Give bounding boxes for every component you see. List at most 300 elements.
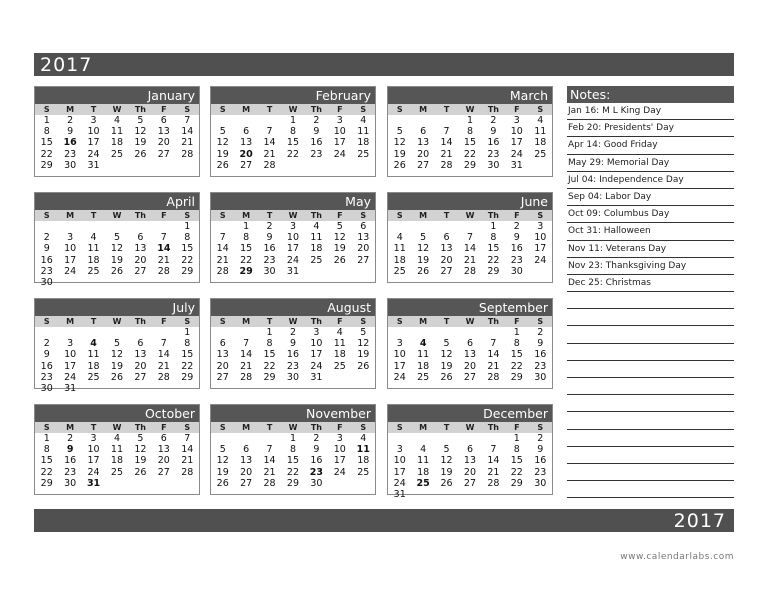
month-name: January	[35, 87, 199, 104]
day-cell: 9	[513, 232, 520, 244]
day-cell: 9	[537, 338, 544, 350]
weekday-label: F	[337, 423, 343, 432]
weekday-label: S	[396, 211, 403, 220]
day-cell: 20	[134, 254, 147, 266]
weekday-label: W	[112, 105, 122, 114]
week-row	[211, 115, 375, 126]
day-cell: 17	[333, 137, 346, 149]
day-cell: 28	[157, 265, 170, 277]
note-blank-line	[567, 309, 734, 326]
weekday-header	[211, 422, 375, 433]
day-cell: 31	[64, 382, 77, 394]
day-cell: 27	[134, 265, 147, 277]
day-cell: 2	[313, 433, 320, 444]
note-blank-line	[567, 344, 734, 361]
day-cell: 21	[157, 254, 170, 266]
day-cell: 14	[263, 137, 276, 149]
day-cell: 13	[240, 455, 253, 467]
month-name: February	[211, 87, 375, 104]
day-cell: 18	[417, 466, 430, 478]
day-cell: 26	[440, 477, 453, 489]
day-cell: 12	[333, 232, 346, 244]
weekday-label: F	[337, 211, 343, 220]
day-cell: 30	[534, 477, 547, 489]
weekday-label: T	[443, 317, 450, 326]
day-cell	[435, 221, 458, 232]
day-cell: 24	[87, 148, 100, 160]
note-blank-line	[567, 464, 734, 481]
day-cell	[152, 327, 175, 338]
day-cell: 7	[184, 115, 191, 126]
weekday-label: W	[288, 317, 298, 326]
day-cell: 1	[43, 115, 50, 126]
day-cell: 6	[160, 115, 167, 126]
day-cell	[458, 221, 481, 232]
day-cell: 11	[417, 455, 430, 467]
day-cell: 4	[396, 232, 403, 244]
weekday-label: Th	[487, 423, 499, 432]
day-cell	[129, 277, 152, 288]
day-cell: 11	[87, 243, 100, 255]
day-cell: 5	[360, 327, 367, 338]
day-cell: 16	[487, 137, 500, 149]
day-cell: 7	[160, 232, 167, 244]
day-cell: 6	[466, 444, 473, 456]
month-name: November	[211, 405, 375, 422]
day-cell: 6	[466, 338, 473, 350]
day-cell	[482, 327, 505, 338]
weekday-label: S	[219, 105, 226, 114]
day-cell: 4	[90, 232, 97, 244]
month-name: May	[211, 193, 375, 210]
weekday-label: T	[90, 105, 97, 114]
day-cell: 26	[417, 265, 430, 277]
month-october	[34, 404, 200, 495]
day-cell	[234, 433, 257, 444]
day-cell: 2	[289, 327, 296, 338]
day-cell: 14	[157, 243, 171, 255]
day-cell: 1	[513, 433, 520, 444]
day-cell: 10	[393, 349, 406, 361]
weekday-label: S	[184, 211, 191, 220]
day-cell: 9	[313, 444, 320, 456]
day-cell: 29	[263, 371, 276, 383]
day-cell: 27	[216, 371, 229, 383]
day-cell: 3	[396, 444, 403, 456]
day-cell: 6	[243, 126, 250, 138]
weekday-label: Th	[310, 105, 322, 114]
day-cell	[328, 266, 351, 277]
week-row	[211, 338, 375, 349]
notes-title: Notes:	[567, 86, 734, 103]
day-cell: 14	[487, 455, 500, 467]
week-row	[388, 361, 552, 372]
day-cell: 24	[534, 254, 547, 266]
week-row	[35, 327, 199, 338]
day-cell: 25	[87, 371, 100, 383]
day-cell: 28	[181, 148, 194, 160]
day-cell: 15	[240, 243, 253, 255]
day-cell: 7	[466, 232, 473, 244]
month-september	[387, 298, 553, 389]
day-cell: 10	[87, 444, 100, 456]
day-cell	[435, 115, 458, 126]
weekday-label: M	[242, 317, 251, 326]
week-row	[35, 338, 199, 349]
day-cell: 11	[333, 338, 346, 350]
day-cell: 24	[87, 466, 100, 478]
day-cell: 30	[286, 371, 300, 383]
day-cell: 14	[240, 349, 253, 361]
weekday-header	[35, 316, 199, 327]
day-cell: 25	[87, 265, 100, 277]
day-cell: 5	[396, 126, 403, 138]
day-cell	[388, 327, 411, 338]
day-cell: 29	[463, 159, 477, 171]
day-cell	[411, 433, 434, 444]
weekday-label: F	[514, 423, 520, 432]
day-cell: 15	[510, 349, 523, 361]
note-item: Jan 16: M L King Day	[567, 103, 734, 120]
weekday-header	[388, 316, 552, 327]
day-cell: 20	[216, 360, 229, 372]
day-cell	[176, 383, 199, 394]
week-row	[35, 478, 199, 489]
day-cell: 12	[110, 243, 124, 255]
week-row	[388, 243, 552, 254]
day-cell: 19	[357, 349, 370, 361]
day-cell: 30	[310, 477, 323, 489]
week-row	[211, 444, 375, 455]
week-row	[388, 149, 552, 160]
weekday-label: T	[443, 423, 450, 432]
week-row	[388, 444, 552, 455]
day-cell: 3	[90, 433, 97, 444]
day-cell: 15	[40, 137, 53, 149]
day-cell: 26	[333, 254, 346, 266]
week-row	[388, 126, 552, 137]
day-cell	[328, 478, 351, 489]
day-cell: 24	[64, 371, 77, 383]
weekday-label: S	[43, 211, 50, 220]
day-cell: 18	[110, 137, 124, 149]
day-cell: 28	[240, 371, 253, 383]
day-cell: 12	[134, 126, 147, 138]
day-cell: 17	[87, 455, 100, 467]
day-cell: 17	[393, 360, 406, 372]
day-cell: 28	[440, 159, 453, 171]
day-cell: 29	[510, 477, 523, 489]
week-row	[211, 433, 375, 444]
day-cell: 19	[134, 137, 147, 149]
day-cell: 20	[463, 466, 477, 478]
weekday-header	[388, 104, 552, 115]
day-cell	[435, 489, 458, 500]
day-cell	[281, 160, 304, 171]
day-cell: 3	[90, 115, 97, 126]
day-cell: 22	[40, 148, 53, 160]
weekday-label: W	[465, 211, 475, 220]
day-cell: 7	[160, 338, 167, 350]
day-cell: 2	[490, 115, 497, 126]
day-cell: 15	[286, 455, 300, 467]
day-cell: 12	[417, 243, 430, 255]
month-february	[210, 86, 376, 177]
day-cell: 11	[417, 349, 430, 361]
day-cell: 18	[534, 137, 547, 149]
day-cell	[388, 221, 411, 232]
weekday-label: Th	[134, 423, 146, 432]
note-blank-line	[567, 361, 734, 378]
day-cell	[352, 372, 375, 383]
day-cell: 21	[181, 455, 194, 467]
weekday-label: M	[66, 423, 75, 432]
weekday-label: F	[337, 105, 343, 114]
day-cell: 10	[87, 126, 100, 138]
day-cell: 8	[184, 232, 191, 244]
weekday-label: W	[465, 105, 475, 114]
day-cell: 18	[110, 455, 124, 467]
day-cell: 13	[357, 232, 370, 244]
day-cell: 23	[64, 466, 77, 478]
day-cell	[529, 266, 552, 277]
day-cell: 11	[393, 243, 406, 255]
day-cell: 1	[289, 433, 296, 444]
week-row	[211, 372, 375, 383]
day-cell: 19	[110, 254, 124, 266]
weekday-header	[35, 422, 199, 433]
day-cell: 10	[310, 338, 323, 350]
month-november	[210, 404, 376, 495]
day-cell: 14	[181, 126, 194, 138]
month-may	[210, 192, 376, 283]
day-cell: 15	[510, 455, 523, 467]
day-cell: 13	[157, 444, 170, 456]
day-cell: 15	[40, 455, 53, 467]
day-cell: 4	[537, 115, 544, 126]
day-cell: 25	[110, 148, 124, 160]
month-name: October	[35, 405, 199, 422]
weekday-label: S	[396, 423, 403, 432]
day-cell: 17	[64, 360, 77, 372]
day-cell: 28	[487, 371, 500, 383]
day-cell: 27	[240, 159, 253, 171]
day-cell: 13	[463, 455, 477, 467]
notes-list	[567, 103, 734, 498]
day-cell: 27	[440, 265, 453, 277]
day-cell: 12	[216, 137, 229, 149]
day-cell: 1	[490, 221, 497, 232]
week-row	[211, 266, 375, 277]
day-cell: 31	[510, 159, 523, 171]
day-cell: 3	[313, 327, 320, 338]
day-cell: 28	[263, 159, 276, 171]
week-row	[211, 255, 375, 266]
month-name: August	[211, 299, 375, 316]
day-cell: 4	[113, 115, 120, 126]
weekday-label: Th	[487, 105, 499, 114]
day-cell: 16	[63, 137, 77, 149]
day-cell	[105, 383, 128, 394]
day-cell: 16	[510, 243, 523, 255]
day-cell: 7	[184, 433, 191, 444]
day-cell	[58, 221, 81, 232]
day-cell: 28	[216, 265, 229, 277]
month-name: December	[388, 405, 552, 422]
weekday-label: Th	[310, 317, 322, 326]
day-cell: 13	[134, 243, 147, 255]
day-cell: 13	[240, 137, 253, 149]
day-cell: 13	[440, 243, 453, 255]
day-cell: 4	[420, 444, 427, 456]
day-cell: 22	[463, 148, 477, 160]
day-cell: 5	[219, 126, 226, 138]
week-row	[35, 221, 199, 232]
day-cell	[105, 277, 128, 288]
day-cell	[176, 160, 199, 171]
weekday-label: W	[465, 423, 475, 432]
day-cell: 29	[510, 371, 523, 383]
day-cell: 10	[64, 243, 77, 255]
day-cell: 21	[487, 360, 500, 372]
day-cell: 11	[87, 349, 100, 361]
day-cell: 12	[216, 455, 229, 467]
day-cell	[211, 221, 234, 232]
day-cell	[234, 115, 257, 126]
weekday-label: T	[266, 211, 273, 220]
day-cell: 26	[110, 371, 124, 383]
day-cell	[411, 115, 434, 126]
day-cell: 16	[534, 455, 547, 467]
day-cell: 23	[510, 254, 523, 266]
day-cell	[211, 433, 234, 444]
week-row	[388, 137, 552, 148]
day-cell	[211, 115, 234, 126]
week-row	[388, 478, 552, 489]
day-cell	[352, 160, 375, 171]
weekday-label: M	[242, 211, 251, 220]
week-row	[388, 433, 552, 444]
day-cell: 2	[43, 338, 50, 350]
week-row	[35, 149, 199, 160]
day-cell: 9	[43, 243, 50, 255]
day-cell	[129, 160, 152, 171]
day-cell: 14	[440, 137, 453, 149]
day-cell: 26	[110, 265, 124, 277]
day-cell: 18	[357, 455, 370, 467]
note-blank-line	[567, 481, 734, 498]
day-cell: 25	[534, 148, 547, 160]
week-row	[35, 232, 199, 243]
day-cell	[176, 277, 199, 288]
day-cell: 7	[219, 232, 226, 244]
day-cell	[211, 327, 234, 338]
day-cell: 26	[357, 360, 370, 372]
weekday-label: S	[537, 317, 544, 326]
month-april	[34, 192, 200, 288]
day-cell: 5	[137, 115, 144, 126]
day-cell	[152, 277, 175, 288]
week-row	[35, 243, 199, 254]
day-cell	[352, 478, 375, 489]
day-cell	[482, 433, 505, 444]
day-cell	[35, 327, 58, 338]
day-cell: 24	[510, 148, 523, 160]
day-cell: 24	[333, 466, 346, 478]
day-cell: 27	[157, 466, 170, 478]
day-cell	[58, 327, 81, 338]
weekday-label: F	[161, 105, 167, 114]
day-cell: 5	[443, 444, 450, 456]
week-row	[211, 149, 375, 160]
day-cell	[458, 327, 481, 338]
day-cell: 15	[263, 349, 276, 361]
note-blank-line	[567, 447, 734, 464]
day-cell: 5	[420, 232, 427, 244]
day-cell: 12	[393, 137, 406, 149]
day-cell	[105, 221, 128, 232]
weekday-label: W	[288, 211, 298, 220]
day-cell: 9	[537, 444, 544, 456]
week-row	[35, 255, 199, 266]
day-cell: 22	[510, 466, 523, 478]
note-blank-line	[567, 395, 734, 412]
weekday-label: S	[43, 105, 50, 114]
day-cell	[458, 489, 481, 500]
day-cell: 18	[393, 254, 406, 266]
day-cell: 11	[356, 444, 370, 456]
day-cell: 8	[289, 444, 296, 456]
day-cell: 4	[113, 433, 120, 444]
day-cell: 29	[181, 371, 194, 383]
day-cell: 22	[286, 148, 300, 160]
day-cell: 16	[534, 349, 547, 361]
day-cell: 11	[110, 126, 124, 138]
day-cell: 14	[463, 243, 477, 255]
day-cell: 4	[336, 327, 343, 338]
day-cell: 2	[43, 232, 50, 244]
day-cell: 25	[310, 254, 323, 266]
day-cell: 5	[137, 433, 144, 444]
day-cell: 29	[181, 265, 194, 277]
day-cell: 5	[336, 221, 343, 232]
day-cell: 3	[336, 433, 343, 444]
weekday-header	[388, 422, 552, 433]
week-row	[211, 327, 375, 338]
day-cell: 16	[40, 254, 53, 266]
day-cell: 4	[419, 338, 427, 350]
day-cell: 31	[286, 265, 300, 277]
day-cell: 3	[67, 338, 74, 350]
day-cell: 22	[487, 254, 500, 266]
day-cell: 10	[510, 126, 523, 138]
note-blank-line	[567, 430, 734, 447]
weekday-label: S	[219, 317, 226, 326]
day-cell: 29	[239, 265, 253, 277]
day-cell	[82, 383, 105, 394]
day-cell: 8	[266, 338, 273, 350]
day-cell: 22	[510, 360, 523, 372]
credit-text: www.calendarlabs.com	[620, 552, 734, 562]
day-cell: 5	[113, 232, 120, 244]
week-row	[35, 372, 199, 383]
day-cell: 5	[443, 338, 450, 350]
week-row	[211, 137, 375, 148]
day-cell: 13	[216, 349, 229, 361]
weekday-label: S	[537, 423, 544, 432]
day-cell: 8	[243, 232, 250, 244]
day-cell: 10	[534, 232, 547, 244]
